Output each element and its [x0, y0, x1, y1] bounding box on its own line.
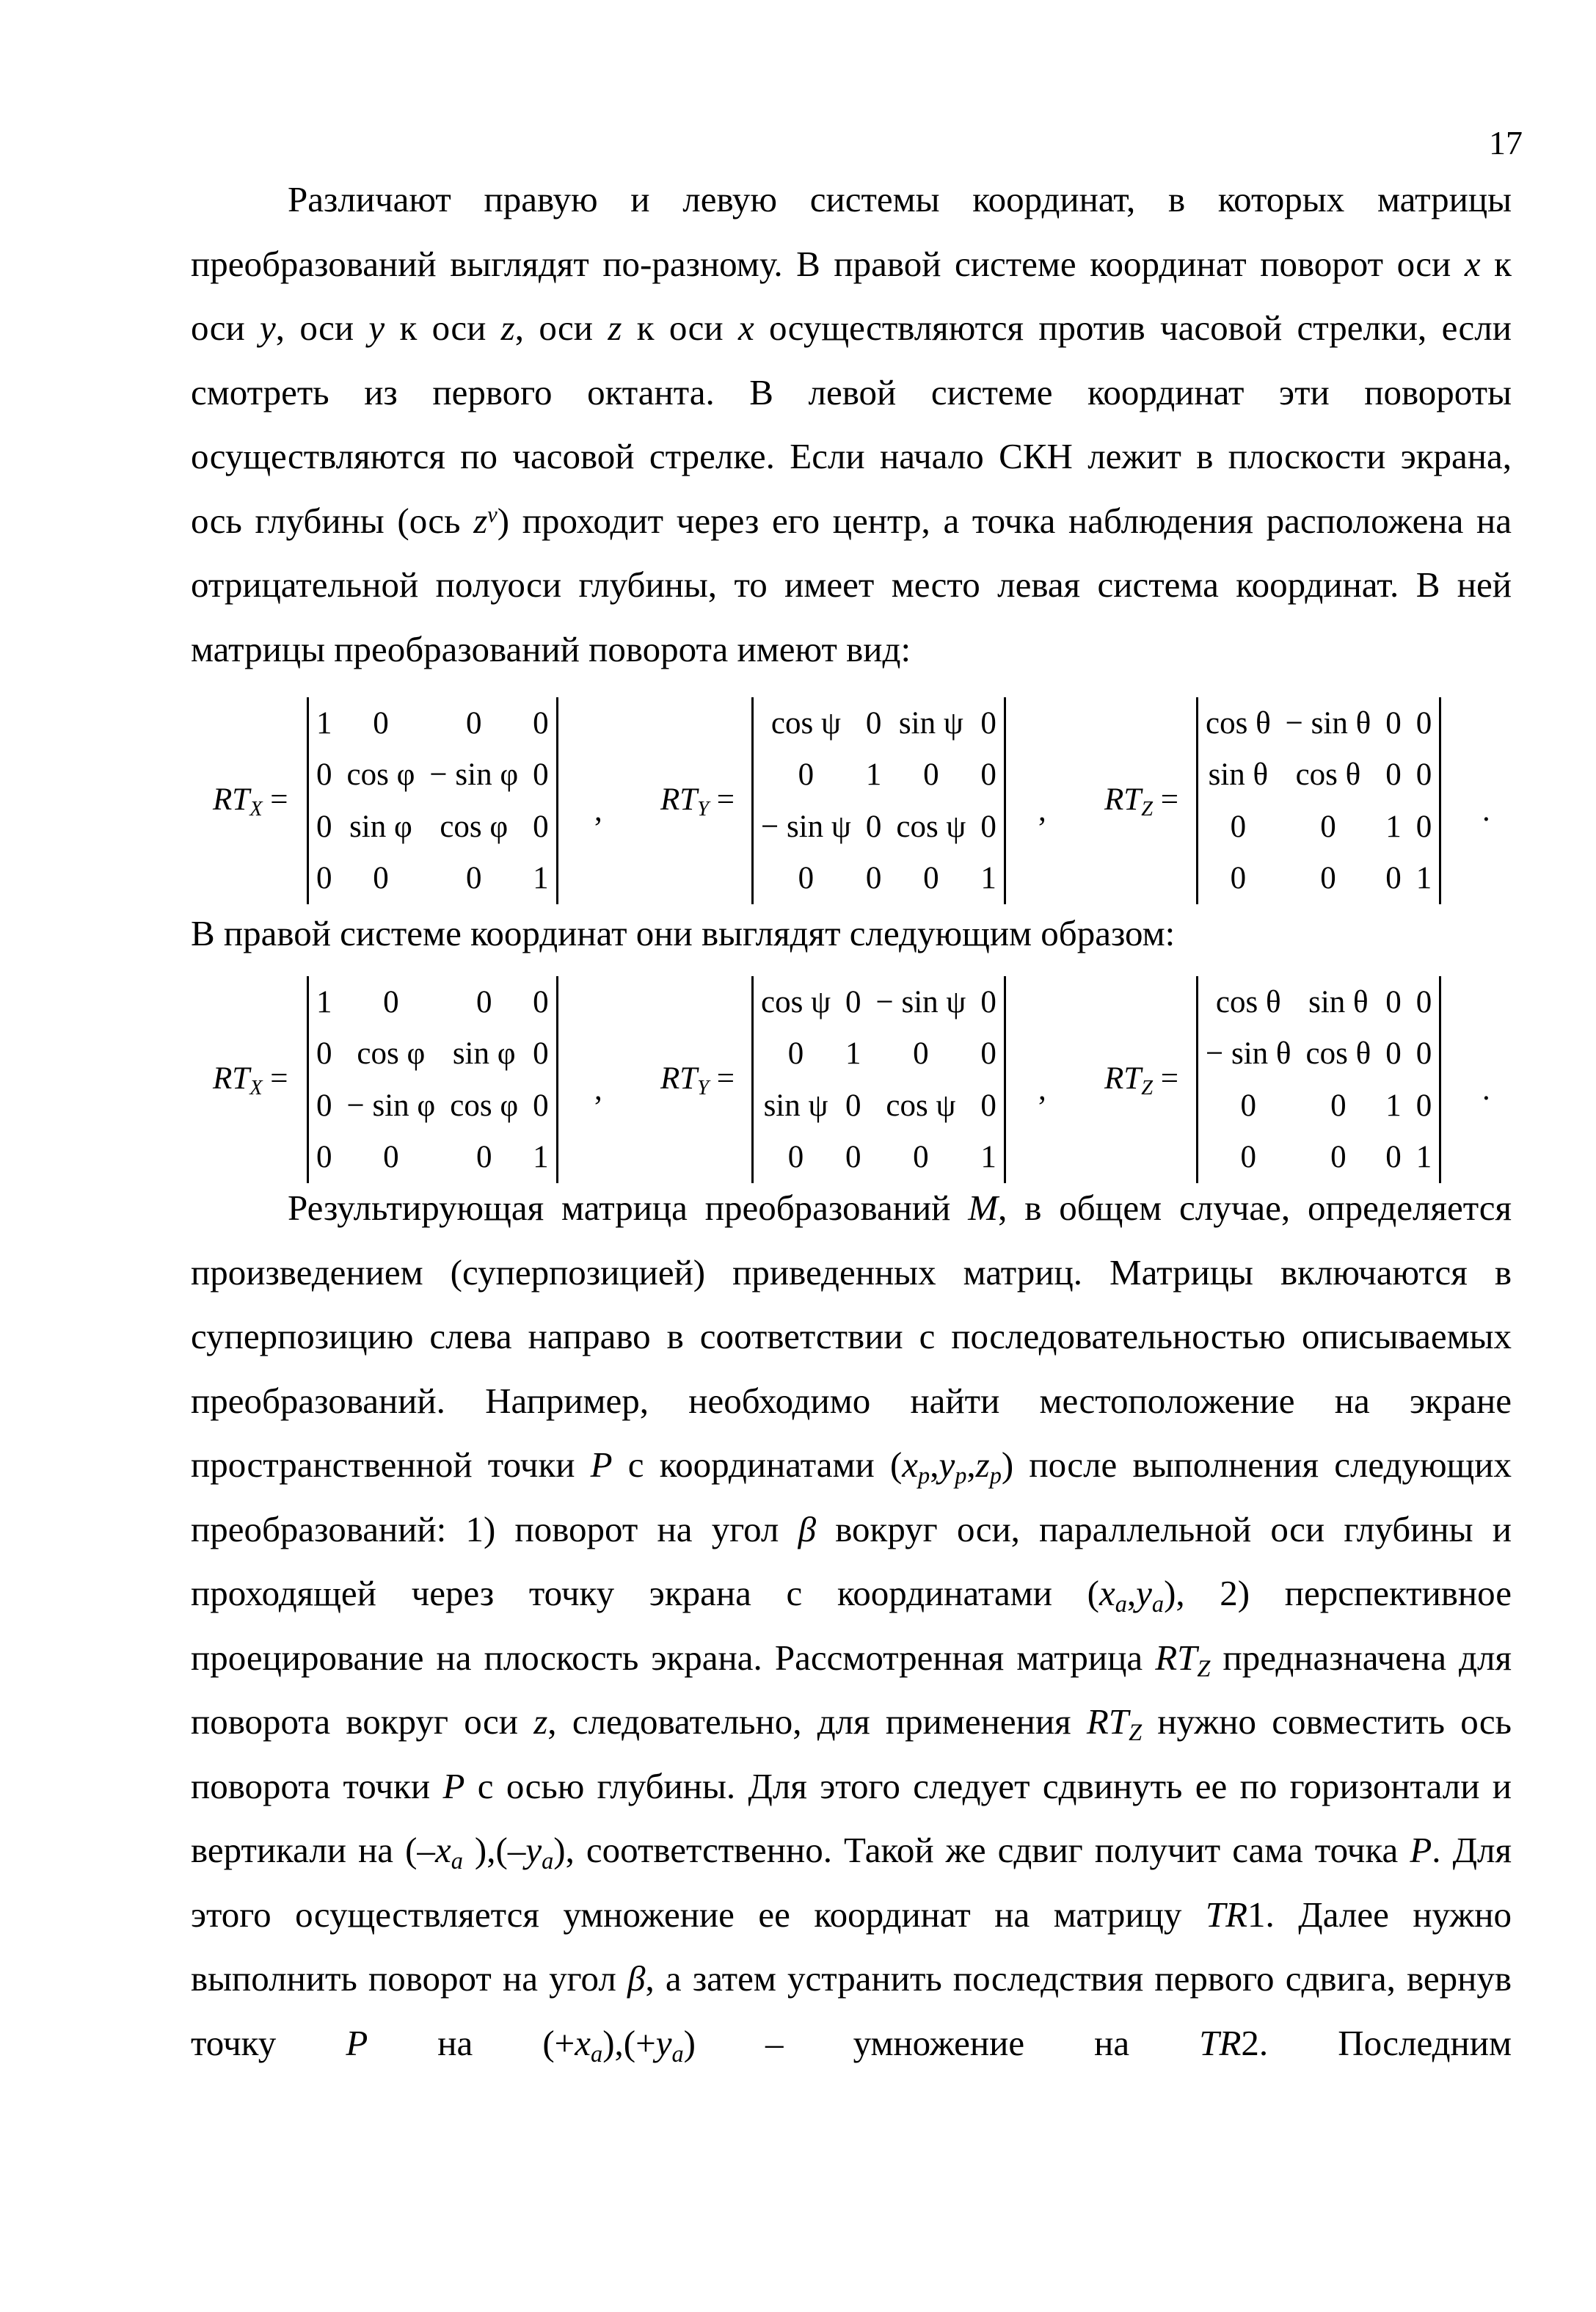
separator-comma: ,: [594, 1072, 602, 1107]
separator-comma: ,: [1038, 1072, 1046, 1107]
right-system-caption: В правой системе координат они выглядят следующим образом:: [191, 913, 1176, 953]
rtx-label-right: $RT_X$ =: [213, 1061, 288, 1099]
page-number: 17: [1489, 124, 1523, 161]
matrix-rtz-left: [1196, 697, 1441, 904]
right-system-matrices: [213, 976, 1497, 1185]
paragraph-resulting-matrix: Результирующая матрица преобразований M, в общем случае, определяется произведением (суперпозицией) приведенных матриц. Матрицы включаются в суперпозицию слева направо в соответствии с последовательностью описываемых преобразований. Например, необходимо найти местоположение на экране пространственной точки P с координатами $(x_p,y_p,z_p)$ после выполнения следующих преобразований: 1) поворот на угол β вокруг оси, параллельной оси глубины и проходящей через точку экрана с координатами $(x_a,y_a)$, 2) перспективное проецирование на плоскость экрана. Рассмотренная матрица $RT_Z$ предназначена для поворота вокруг оси z, следовательно, для применения $RT_Z$ нужно совместить ось поворота точки P с осью глубины. Для этого следует сдвинуть ее по горизонтали и вертикали на ($-x_a$ )$,(-y_a)$, соответственно. Такой же сдвиг получит сама точка P. Для этого осуществляется умножение ее координат на матрицу TR1. Далее нужно выполнить поворот на угол β, а затем устранить последствия первого сдвига, вернув точку P на $(+x_a),(+y_a)$ – умножение на TR2. Последним: [191, 1188, 1512, 2067]
rtx-label-left: $RT_X$ =: [213, 782, 288, 821]
separator-period: .: [1482, 793, 1490, 828]
paragraph-coordinate-systems: Различают правую и левую системы координат, в которых матрицы преобразований выглядят по-разному. В правой системе координат поворот оси x к оси y, оси y к оси z, оси z к оси x осуществляются против часовой стрелки, если смотреть из первого октанта. В левой системе координат эти повороты осуществляются по часовой стрелке. Если начало СКН лежит в плоскости экрана, ось глубины (ось $z^v$) проходит через его центр, а точка наблюдения расположена на отрицательной полуоси глубины, то имеет место левая система координат. В ней матрицы преобразований поворота имеют вид:: [191, 179, 1512, 669]
separator-comma: ,: [594, 793, 602, 828]
matrix-rtz-right: [1196, 976, 1441, 1183]
separator-period: .: [1482, 1072, 1490, 1107]
rty-label-left: $RT_Y$ =: [660, 782, 735, 821]
matrix-rty-right: [751, 976, 1006, 1183]
matrix-rty-left: [751, 697, 1006, 904]
matrix-rty-right-table: cos ψ 0 − sin ψ 0 0 1 0 0 sin ψ 0 cos ψ 0 0 0 0 1: [761, 984, 996, 1175]
matrix-rtz-left-table: cos θ − sin θ 0 0 sin θ cos θ 0 0 0 0 1 0 0 0 0 1: [1206, 705, 1432, 896]
matrix-rtx-left-table: 1 0 0 0 0 cos φ − sin φ 0 0 sin φ cos φ 0 0 0 0 1: [316, 705, 549, 896]
separator-comma: ,: [1038, 793, 1046, 828]
matrix-rtx-right: [307, 976, 558, 1183]
rtz-label-left: $RT_Z$ =: [1104, 782, 1178, 821]
matrix-rtx-left: [307, 697, 558, 904]
matrix-rtx-right-table: 1 0 0 0 0 cos φ sin φ 0 0 − sin φ cos φ 0 0 0 0 1: [316, 984, 549, 1175]
left-system-matrices: [213, 697, 1497, 906]
matrix-rty-left-table: cos ψ 0 sin ψ 0 0 1 0 0 − sin ψ 0 cos ψ 0 0 0 0 1: [761, 705, 996, 896]
matrix-rtz-right-table: cos θ sin θ 0 0 − sin θ cos θ 0 0 0 0 1 0 0 0 0 1: [1206, 984, 1432, 1175]
rty-label-right: $RT_Y$ =: [660, 1061, 735, 1099]
rtz-label-right: $RT_Z$ =: [1104, 1061, 1178, 1099]
